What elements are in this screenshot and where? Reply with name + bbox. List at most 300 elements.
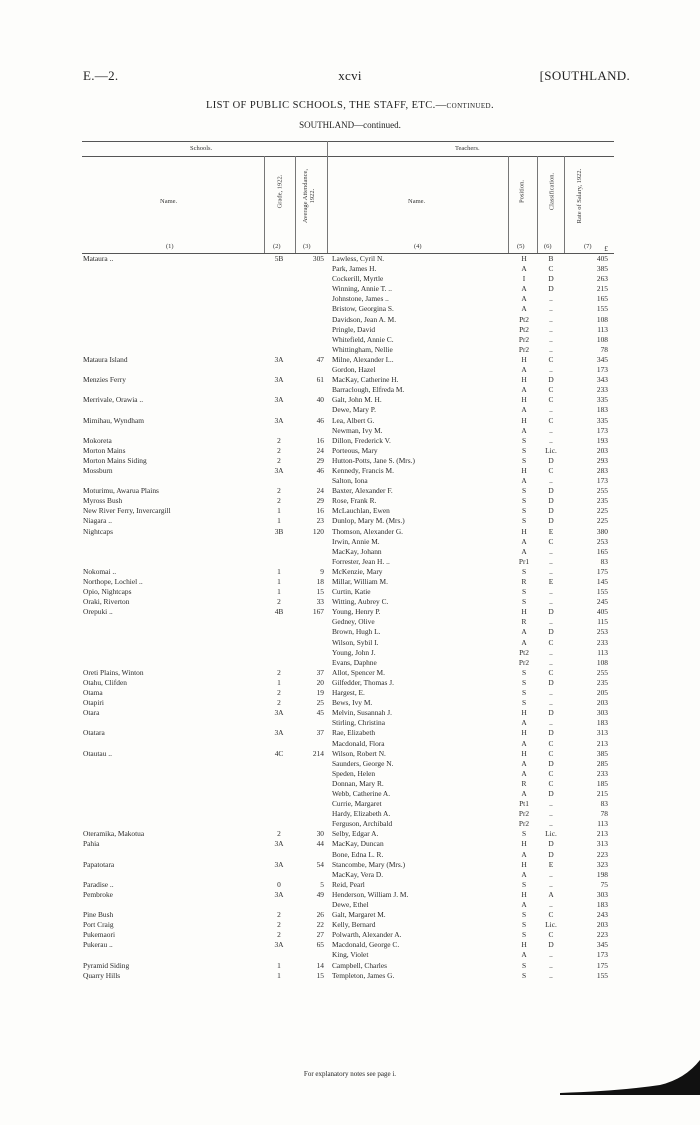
table-row: [0, 648, 700, 658]
school-name-cell: Quarry Hills: [83, 970, 121, 980]
classification-cell: C: [548, 354, 554, 364]
classification-cell: E: [548, 526, 554, 536]
teacher-name-cell: Young, John J.: [332, 647, 376, 657]
table-row: [0, 668, 700, 678]
classification-cell: ..: [549, 566, 553, 576]
table-row: [0, 698, 700, 708]
teacher-name-cell: Evans, Daphne: [332, 657, 377, 667]
teacher-name-cell: Dewe, Ethel: [332, 900, 369, 909]
table-row: [0, 739, 700, 749]
attendance-cell: 46: [316, 415, 324, 425]
school-name-cell: Port Craig: [83, 920, 114, 930]
position-cell: S: [521, 920, 527, 930]
classification-cell: ..: [549, 314, 553, 324]
position-cell: A: [521, 788, 527, 798]
position-cell: A: [521, 365, 527, 375]
table-row: [0, 799, 700, 809]
page-title: LIST OF PUBLIC SCHOOLS, THE STAFF, ETC.—continued.: [205, 100, 495, 111]
attendance-cell: 23: [316, 516, 324, 526]
table-row: [0, 829, 700, 839]
grade-cell: 4B: [274, 607, 284, 617]
col-header-classification: Classification.: [548, 172, 556, 211]
salary-cell: 303: [596, 889, 608, 899]
position-cell: A: [521, 869, 527, 879]
salary-cell: 243: [596, 910, 608, 920]
grade-cell: 2: [277, 688, 281, 698]
school-name-cell: Oreti Plains, Winton: [83, 667, 144, 677]
classification-cell: ..: [549, 879, 553, 889]
salary-cell: 345: [596, 354, 608, 364]
classification-cell: ..: [549, 819, 553, 829]
attendance-cell: 19: [316, 688, 324, 698]
grade-cell: 3A: [274, 375, 284, 385]
attendance-cell: 5: [320, 879, 324, 889]
table-row: [0, 264, 700, 274]
position-cell: A: [521, 768, 527, 778]
classification-cell: ..: [549, 647, 553, 657]
attendance-cell: 49: [316, 889, 324, 899]
salary-cell: 283: [596, 465, 608, 475]
table-row: [0, 617, 700, 627]
table-row: [0, 446, 700, 456]
teacher-name-cell: Bews, Ivy M.: [332, 698, 373, 708]
position-cell: A: [521, 304, 527, 314]
classification-cell: D: [548, 284, 554, 294]
school-name-cell: Otama: [83, 688, 103, 698]
table-row: [0, 900, 700, 910]
salary-cell: 145: [596, 577, 608, 586]
salary-cell: 203: [596, 698, 608, 708]
salary-cell: 255: [596, 667, 608, 677]
teacher-name-cell: McKenzie, Mary: [332, 566, 383, 576]
school-name-cell: Otautau ..: [83, 748, 112, 758]
position-cell: S: [521, 970, 527, 980]
school-name-cell: Merrivale, Orawia ..: [83, 395, 144, 405]
position-cell: A: [521, 758, 527, 768]
teacher-name-cell: Selby, Edgar A.: [332, 829, 379, 839]
salary-cell: 155: [596, 970, 608, 980]
teacher-name-cell: Bristow, Georgina S.: [332, 304, 394, 314]
table-row: [0, 587, 700, 597]
position-cell: H: [521, 839, 527, 849]
position-cell: S: [521, 435, 527, 445]
salary-cell: 173: [596, 425, 608, 435]
school-name-cell: Mimihau, Wyndham: [83, 415, 145, 425]
position-cell: H: [521, 859, 527, 869]
classification-cell: ..: [549, 950, 553, 960]
position-cell: R: [521, 577, 527, 586]
attendance-cell: 27: [316, 930, 324, 940]
grade-cell: 3A: [274, 415, 284, 425]
salary-cell: 205: [596, 688, 608, 698]
teacher-name-cell: Speden, Helen: [332, 768, 376, 778]
salary-cell: 385: [596, 264, 608, 274]
position-cell: Pt2: [519, 324, 529, 334]
position-cell: S: [521, 960, 527, 970]
col-header-grade: Grade, 1922.: [276, 174, 284, 209]
table-row: [0, 466, 700, 476]
table-row: [0, 375, 700, 385]
salary-cell: 263: [596, 274, 608, 284]
position-cell: S: [521, 698, 527, 708]
classification-cell: C: [548, 415, 554, 425]
grade-cell: 3B: [274, 526, 284, 536]
classification-cell: ..: [549, 869, 553, 879]
position-cell: A: [521, 536, 527, 546]
divider-salary: [564, 156, 565, 253]
table-row: [0, 335, 700, 345]
classification-cell: ..: [549, 960, 553, 970]
teacher-name-cell: Cockerill, Myrtle: [332, 274, 384, 284]
salary-cell: 203: [596, 445, 608, 455]
position-cell: Pt2: [519, 647, 529, 657]
col-number-1: (1): [166, 243, 174, 250]
position-cell: A: [521, 900, 527, 909]
classification-cell: D: [548, 274, 554, 284]
classification-cell: D: [548, 607, 554, 617]
classification-cell: C: [548, 395, 554, 405]
position-cell: Pr2: [518, 819, 530, 829]
teacher-name-cell: Dillon, Frederick V.: [332, 435, 391, 445]
position-cell: A: [521, 385, 527, 395]
teacher-name-cell: Gedney, Olive: [332, 617, 375, 627]
position-cell: S: [521, 445, 527, 455]
classification-cell: ..: [549, 970, 553, 980]
classification-cell: D: [548, 516, 554, 526]
salary-cell: 215: [596, 788, 608, 798]
teacher-name-cell: Henderson, William J. M.: [332, 889, 409, 899]
teacher-name-cell: Irwin, Annie M.: [332, 536, 380, 546]
position-cell: Pr2: [518, 344, 530, 354]
grade-cell: 3A: [274, 465, 284, 475]
salary-cell: 253: [596, 627, 608, 637]
salary-cell: 385: [596, 748, 608, 758]
grade-cell: 3A: [274, 839, 284, 849]
classification-cell: ..: [549, 799, 553, 809]
grade-cell: 2: [277, 930, 281, 940]
salary-cell: 405: [596, 607, 608, 617]
table-row: [0, 850, 700, 860]
col-header-salary: Rate of Salary, 1922.: [576, 168, 583, 224]
grade-cell: 5B: [274, 254, 284, 263]
teacher-name-cell: Templeton, James G.: [332, 970, 395, 980]
currency-symbol: £: [604, 244, 608, 253]
grade-cell: 1: [277, 516, 281, 526]
salary-cell: 183: [596, 718, 608, 728]
table-row: [0, 839, 700, 849]
school-name-cell: Otahu, Clifden: [83, 677, 127, 687]
classification-cell: C: [548, 536, 554, 546]
salary-cell: 165: [596, 294, 608, 304]
classification-cell: C: [548, 264, 554, 274]
table-row: [0, 274, 700, 284]
position-cell: A: [521, 627, 527, 637]
table-row: [0, 607, 700, 617]
attendance-cell: 15: [316, 970, 324, 980]
teacher-name-cell: MacKay, Johann: [332, 546, 382, 556]
teacher-name-cell: Barraclough, Elfreda M.: [332, 385, 405, 395]
grade-cell: 3A: [274, 889, 284, 899]
classification-cell: C: [548, 930, 554, 940]
table-row: [0, 486, 700, 496]
table-row: [0, 325, 700, 335]
group-rule: [82, 156, 614, 157]
classification-cell: ..: [549, 587, 553, 597]
position-cell: S: [521, 516, 527, 526]
position-cell: Pr2: [518, 334, 530, 344]
position-cell: S: [521, 910, 527, 920]
salary-cell: 233: [596, 385, 608, 395]
classification-cell: E: [548, 859, 554, 869]
classification-cell: ..: [549, 476, 553, 486]
divider-schools-teachers: [327, 141, 328, 253]
table-row: [0, 749, 700, 759]
classification-cell: ..: [549, 324, 553, 334]
teacher-name-cell: MacKay, Duncan: [332, 839, 384, 849]
position-cell: S: [521, 597, 527, 607]
position-cell: A: [521, 294, 527, 304]
position-cell: S: [521, 587, 527, 597]
table-row: [0, 345, 700, 355]
position-cell: A: [521, 425, 527, 435]
school-name-cell: Niagara ..: [83, 516, 112, 526]
teacher-name-cell: Wilson, Sybil I.: [332, 637, 379, 647]
classification-cell: ..: [549, 617, 553, 627]
grade-cell: 2: [277, 698, 281, 708]
classification-cell: ..: [549, 556, 553, 566]
position-cell: S: [521, 829, 527, 839]
grade-cell: 2: [277, 667, 281, 677]
header-page-number: xcvi: [338, 68, 362, 83]
salary-cell: 175: [596, 566, 608, 576]
attendance-cell: 24: [316, 445, 324, 455]
attendance-cell: 15: [316, 587, 324, 597]
classification-cell: ..: [549, 365, 553, 375]
teacher-name-cell: Thomson, Alexander G.: [332, 526, 404, 536]
salary-cell: 113: [597, 324, 608, 334]
col-number-5: (5): [517, 243, 525, 250]
table-row: [0, 961, 700, 971]
teacher-name-cell: Stancombe, Mary (Mrs.): [332, 859, 406, 869]
teacher-name-cell: Kelly, Bernard: [332, 920, 376, 930]
position-cell: S: [521, 667, 527, 677]
position-cell: S: [521, 677, 527, 687]
table-row: [0, 436, 700, 446]
school-name-cell: Otatara: [83, 728, 105, 738]
teacher-name-cell: MacKay, Vera D.: [332, 869, 384, 879]
grade-cell: 1: [277, 970, 281, 980]
salary-cell: 253: [596, 536, 608, 546]
position-cell: A: [521, 950, 527, 960]
salary-cell: 235: [596, 677, 608, 687]
classification-cell: ..: [549, 657, 553, 667]
classification-cell: D: [548, 506, 554, 516]
salary-cell: 175: [596, 960, 608, 970]
school-name-cell: Orepuki ..: [83, 607, 113, 617]
grade-cell: 3A: [274, 940, 284, 950]
table-row: [0, 304, 700, 314]
school-name-cell: Otara: [83, 708, 100, 718]
grade-cell: 2: [277, 445, 281, 455]
school-name-cell: Oteramika, Makotua: [83, 829, 145, 839]
table-row: [0, 769, 700, 779]
teacher-name-cell: McLauchlan, Ewen: [332, 506, 390, 516]
salary-cell: 225: [596, 516, 608, 526]
classification-cell: D: [548, 677, 554, 687]
header-left: E.—2.: [83, 68, 119, 83]
teacher-name-cell: Porteous, Mary: [332, 445, 378, 455]
position-cell: Pr2: [518, 809, 530, 819]
salary-cell: 323: [596, 859, 608, 869]
teacher-name-cell: Whitefield, Annie C.: [332, 334, 394, 344]
teacher-name-cell: Saunders, George N.: [332, 758, 394, 768]
teacher-name-cell: Wilson, Robert N.: [332, 748, 386, 758]
salary-cell: 255: [596, 486, 608, 496]
divider-class: [537, 156, 538, 253]
school-name-cell: Mataura Island: [83, 354, 128, 364]
divider-position: [508, 156, 509, 253]
salary-cell: 233: [596, 768, 608, 778]
salary-cell: 345: [596, 940, 608, 950]
position-cell: A: [521, 738, 527, 748]
col-header-teacher-name: Name.: [408, 198, 426, 205]
col-number-7: (7): [584, 243, 592, 250]
classification-cell: ..: [549, 435, 553, 445]
salary-cell: 83: [600, 556, 608, 566]
table-row: [0, 638, 700, 648]
position-cell: S: [521, 455, 527, 465]
teacher-name-cell: Rose, Frank R.: [332, 496, 377, 506]
salary-cell: 113: [597, 647, 608, 657]
classification-cell: C: [548, 465, 554, 475]
table-row: [0, 708, 700, 718]
table-row: [0, 527, 700, 537]
salary-cell: 293: [596, 455, 608, 465]
classification-cell: ..: [549, 698, 553, 708]
attendance-cell: 45: [316, 708, 324, 718]
position-cell: A: [521, 284, 527, 294]
position-cell: H: [521, 354, 527, 364]
classification-cell: ..: [549, 304, 553, 314]
teacher-name-cell: Forrester, Jean H. ..: [332, 556, 390, 566]
salary-cell: 335: [596, 395, 608, 405]
table-row: [0, 779, 700, 789]
salary-cell: 78: [600, 809, 608, 819]
classification-cell: D: [548, 486, 554, 496]
school-name-cell: Pukemaori: [83, 930, 116, 940]
classification-cell: ..: [549, 546, 553, 556]
salary-cell: 108: [596, 314, 608, 324]
school-name-cell: Pahia: [83, 839, 100, 849]
table-row: [0, 284, 700, 294]
classification-cell: D: [548, 940, 554, 950]
teacher-name-cell: Hargest, E.: [332, 688, 365, 698]
teacher-name-cell: Melvin, Susannah J.: [332, 708, 392, 718]
attendance-cell: 37: [316, 728, 324, 738]
table-row: [0, 930, 700, 940]
teacher-name-cell: Newman, Ivy M.: [332, 425, 383, 435]
teacher-name-cell: Donnan, Mary R.: [332, 778, 384, 788]
classification-cell: ..: [549, 597, 553, 607]
attendance-cell: 120: [312, 526, 324, 536]
table-row: [0, 355, 700, 365]
table-row: [0, 860, 700, 870]
salary-cell: 313: [596, 839, 608, 849]
position-cell: A: [521, 476, 527, 486]
salary-cell: 155: [596, 304, 608, 314]
school-name-cell: Morton Mains: [83, 445, 126, 455]
salary-cell: 83: [600, 799, 608, 809]
table-row: [0, 456, 700, 466]
classification-cell: Lic.: [545, 920, 557, 930]
group-header-teachers: Teachers.: [455, 145, 480, 152]
classification-cell: D: [548, 758, 554, 768]
salary-cell: 233: [596, 637, 608, 647]
table-row: [0, 890, 700, 900]
school-name-cell: Pine Bush: [83, 910, 114, 920]
table-row: [0, 597, 700, 607]
position-cell: H: [521, 395, 527, 405]
school-name-cell: Mataura ..: [83, 254, 114, 263]
salary-cell: 173: [596, 476, 608, 486]
table-top-rule: [82, 141, 614, 142]
table-row: [0, 557, 700, 567]
grade-cell: 3A: [274, 708, 284, 718]
position-cell: H: [521, 254, 527, 263]
classification-cell: C: [548, 778, 554, 788]
position-cell: H: [521, 607, 527, 617]
position-cell: R: [521, 778, 527, 788]
attendance-cell: 16: [316, 506, 324, 516]
position-cell: Pt2: [519, 314, 529, 324]
teacher-name-cell: Reid, Pearl: [332, 879, 365, 889]
table-row: [0, 385, 700, 395]
school-name-cell: Paradise ..: [83, 879, 114, 889]
classification-cell: D: [548, 839, 554, 849]
salary-cell: 215: [596, 284, 608, 294]
teacher-name-cell: Salton, Iona: [332, 476, 368, 486]
classification-cell: E: [548, 577, 554, 586]
attendance-cell: 24: [316, 486, 324, 496]
classification-cell: C: [548, 748, 554, 758]
table-row: [0, 547, 700, 557]
school-name-cell: Morton Mains Siding: [83, 455, 147, 465]
attendance-cell: 65: [316, 940, 324, 950]
table-row: [0, 567, 700, 577]
teacher-name-cell: Brown, Hugh L.: [332, 627, 381, 637]
attendance-cell: 54: [316, 859, 324, 869]
position-cell: H: [521, 465, 527, 475]
position-cell: R: [521, 617, 527, 627]
teacher-name-cell: Hutton-Potts, Jane S. (Mrs.): [332, 455, 415, 465]
grade-cell: 1: [277, 577, 281, 586]
grade-cell: 4C: [274, 748, 284, 758]
col-header-school-name: Name.: [160, 198, 178, 205]
table-row: [0, 537, 700, 547]
table-row: [0, 880, 700, 890]
teacher-name-cell: Dunlop, Mary M. (Mrs.): [332, 516, 405, 526]
classification-cell: ..: [549, 809, 553, 819]
attendance-cell: 25: [316, 698, 324, 708]
salary-cell: 380: [596, 526, 608, 536]
salary-cell: 343: [596, 375, 608, 385]
table-row: [0, 395, 700, 405]
classification-cell: C: [548, 738, 554, 748]
classification-cell: D: [548, 496, 554, 506]
salary-cell: 75: [600, 879, 608, 889]
teacher-name-cell: Bone, Edna L. R.: [332, 849, 384, 859]
classification-cell: ..: [549, 334, 553, 344]
